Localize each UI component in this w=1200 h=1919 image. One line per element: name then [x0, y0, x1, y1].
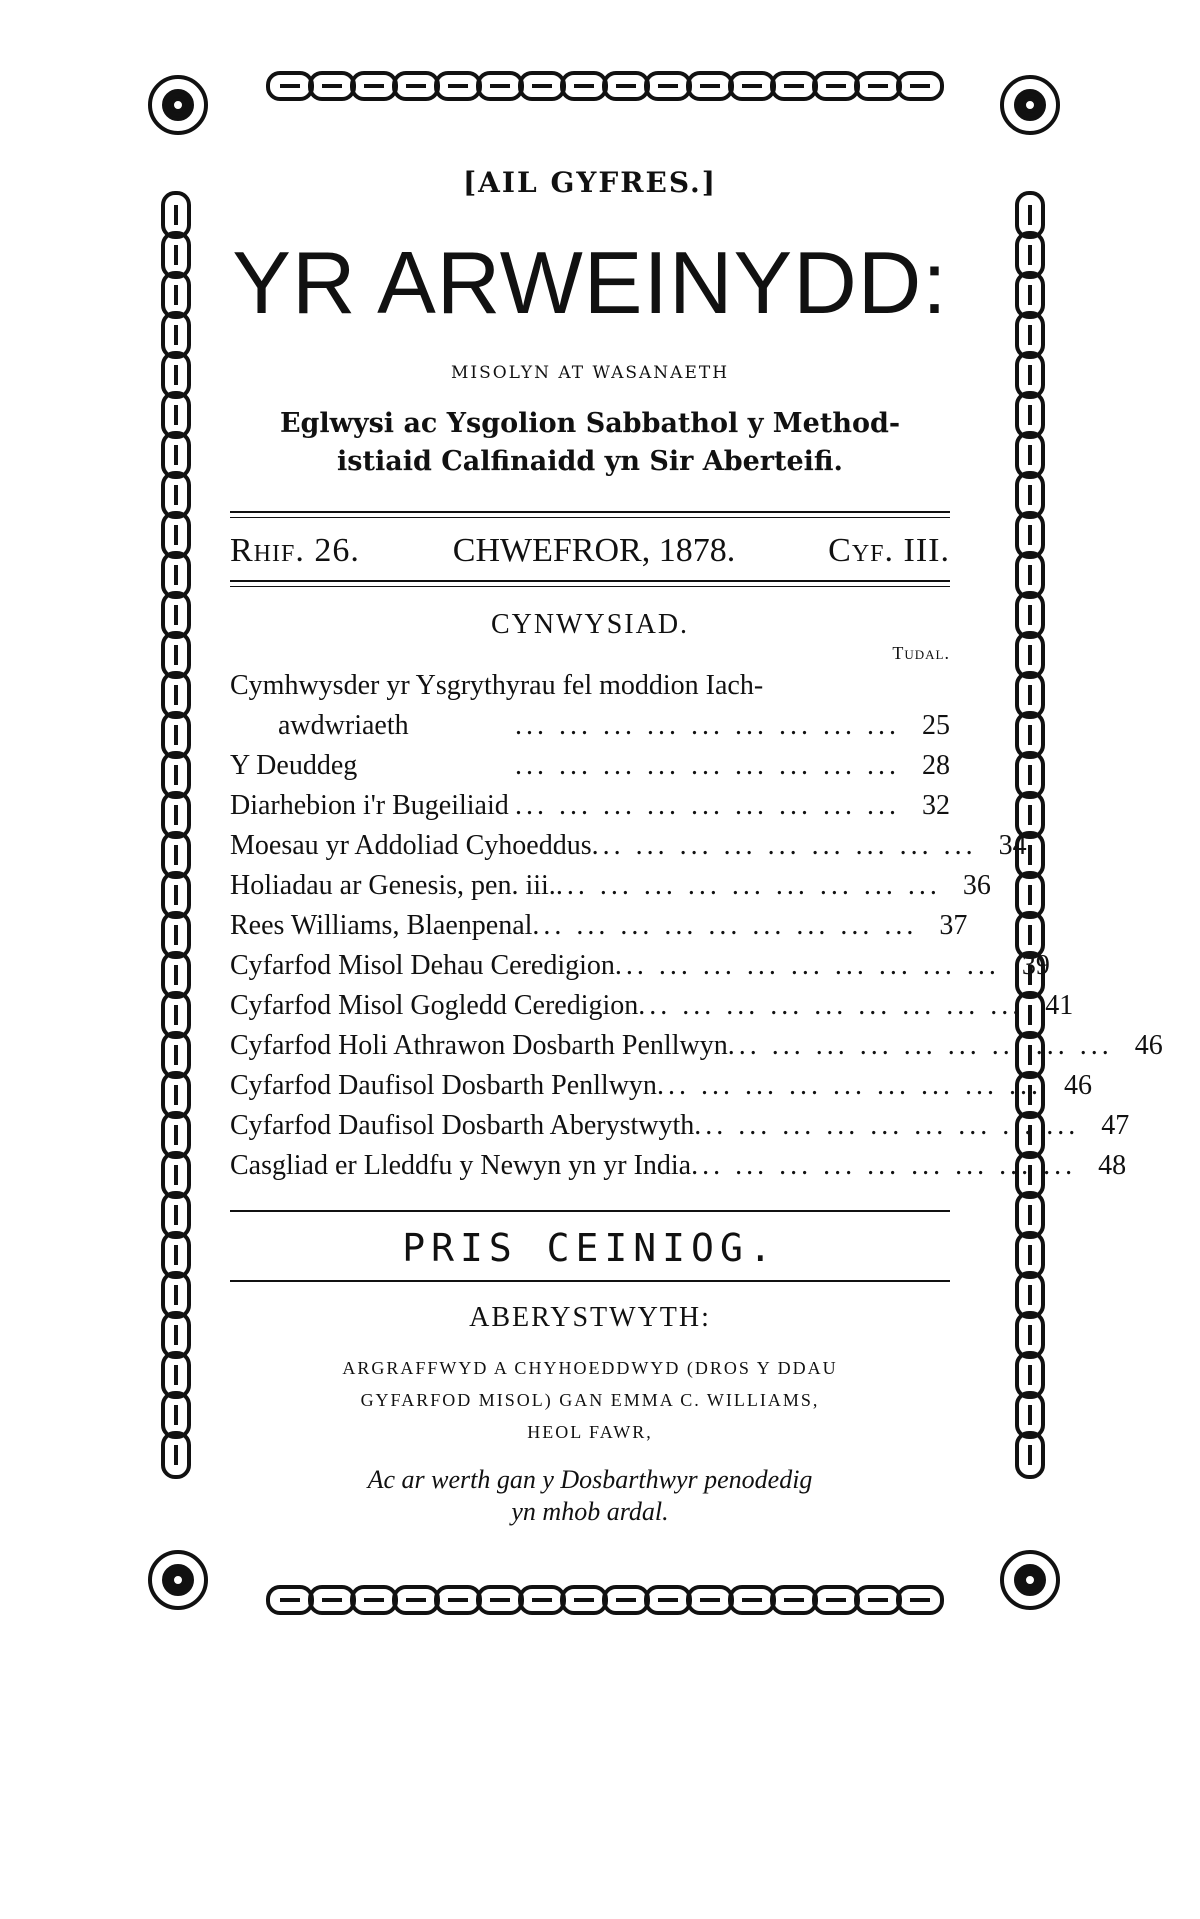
publication-place: ABERYSTWYTH:: [469, 1302, 711, 1333]
toc-entry-page: 32: [922, 790, 950, 821]
printer-imprint: [230, 1352, 950, 1448]
toc-leader-dots: ... ... ... ... ... ... ... ... ...: [614, 950, 1000, 981]
divider: [230, 1280, 950, 1282]
toc-entry-page: 47: [1101, 1110, 1130, 1141]
toc-entry: [230, 1106, 1130, 1146]
issue-number: Rhif. 26.: [230, 532, 360, 569]
toc-entry: [230, 1146, 1127, 1186]
toc-entry-page: 37: [939, 910, 968, 941]
toc-leader-dots: ... ... ... ... ... ... ... ... ...: [555, 870, 941, 901]
sale-notice: [230, 1464, 950, 1528]
toc-leader-dots: ... ... ... ... ... ... ... ... ...: [727, 1030, 1113, 1061]
series-label: [AIL GYFRES.]: [462, 166, 718, 199]
toc-leader-dots: ... ... ... ... ... ... ... ... ...: [656, 1070, 1042, 1101]
toc-leader-dots: ... ... ... ... ... ... ... ... ...: [591, 830, 977, 861]
toc-entry: [230, 746, 950, 786]
corner-ornament: [1002, 1552, 1058, 1608]
toc-entry-page: 46: [1134, 1030, 1163, 1061]
toc-leader-dots: ... ... ... ... ... ... ... ... ...: [638, 990, 1024, 1021]
toc-entry: [230, 826, 1027, 866]
toc-entry-title: awdwriaeth: [278, 710, 409, 741]
publication-subtitle: MISOLYN AT WASANAETH: [450, 363, 730, 383]
toc-entry: [230, 946, 1050, 986]
table-of-contents: [230, 666, 1163, 1186]
toc-entry-page: 39: [1021, 950, 1050, 981]
corner-ornament: [150, 77, 206, 133]
page-column-label: Tudal.: [892, 643, 950, 663]
toc-leader-dots: ... ... ... ... ... ... ... ... ...: [532, 910, 918, 941]
toc-entry: [230, 906, 968, 946]
toc-entry-page: 41: [1045, 990, 1074, 1021]
toc-entry-page: 48: [1098, 1150, 1127, 1181]
imprint-line: GYFARFOD MISOL) GAN EMMA C. WILLIAMS,: [360, 1390, 820, 1410]
imprint-line: ARGRAFFWYD A CHYHOEDDWYD (DROS Y DDAU: [342, 1358, 838, 1378]
title-page: [230, 140, 1163, 1528]
toc-entry: [230, 786, 950, 826]
toc-entry-page: 34: [998, 830, 1027, 861]
toc-entry-title: Cyfarfod Daufisol Dosbarth Aberystwyth: [230, 1110, 695, 1141]
toc-leader-dots: ... ... ... ... ... ... ... ... ...: [691, 1150, 1077, 1181]
toc-entry-line: Cymhwysder yr Ysgrythyrau fel moddion Iach-: [230, 670, 764, 701]
issue-volume: Cyf. III.: [828, 532, 950, 569]
toc-entry-title: Cyfarfod Misol Dehau Ceredigion: [230, 950, 615, 981]
toc-entry-title: Rees Williams, Blaenpenal: [230, 910, 533, 941]
toc-entry: [230, 1026, 1163, 1066]
toc-entry: [230, 986, 1074, 1026]
publication-title: YR ARWEINYDD:: [232, 233, 948, 332]
corner-ornament: [1002, 77, 1058, 133]
toc-entry-page: 25: [922, 710, 950, 741]
toc-entry-title: Holiadau ar Genesis, pen. iii.: [230, 870, 556, 901]
toc-entry-page: 28: [922, 750, 950, 781]
description-line: Eglwysi ac Ysgolion Sabbathol y Method-: [279, 408, 901, 439]
price: PRIS CEINIOG.: [402, 1226, 778, 1270]
toc-entry-page: 46: [1063, 1070, 1092, 1101]
publication-description: [230, 405, 950, 481]
toc-entry-title: Diarhebion i'r Bugeiliaid: [230, 790, 509, 821]
toc-leader-dots: ... ... ... ... ... ... ... ... ...: [515, 710, 900, 741]
toc-leader-dots: ... ... ... ... ... ... ... ... ...: [694, 1110, 1080, 1141]
toc-entry: [230, 866, 991, 906]
issue-info: [230, 518, 950, 580]
toc-leader-dots: ... ... ... ... ... ... ... ... ...: [515, 750, 900, 781]
toc-entry: [230, 706, 950, 746]
sale-line: Ac ar werth gan y Dosbarthwyr penodedig: [367, 1465, 813, 1494]
toc-entry-title: Y Deuddeg: [230, 750, 358, 781]
contents-heading: CYNWYSIAD.: [490, 609, 690, 640]
issue-date: CHWEFROR, 1878.: [452, 532, 736, 569]
imprint-line: HEOL FAWR,: [527, 1422, 653, 1442]
toc-entry-page: 36: [962, 870, 991, 901]
toc-entry-title: Cyfarfod Holi Athrawon Dosbarth Penllwyn: [230, 1030, 728, 1061]
toc-leader-dots: ... ... ... ... ... ... ... ... ...: [515, 790, 900, 821]
toc-entry-title: Moesau yr Addoliad Cyhoeddus: [230, 830, 592, 861]
toc-entry-title: Casgliad er Lleddfu y Newyn yn yr India: [230, 1150, 692, 1181]
description-line: istiaid Calfinaidd yn Sir Aberteifi.: [337, 446, 843, 477]
divider: [230, 511, 950, 518]
toc-entry-title: Cyfarfod Misol Gogledd Ceredigion: [230, 990, 639, 1021]
corner-ornament: [150, 1552, 206, 1608]
divider: [230, 580, 950, 587]
toc-entry-title: Cyfarfod Daufisol Dosbarth Penllwyn: [230, 1070, 657, 1101]
sale-line: yn mhob ardal.: [511, 1497, 669, 1526]
toc-entry: [230, 1066, 1092, 1106]
